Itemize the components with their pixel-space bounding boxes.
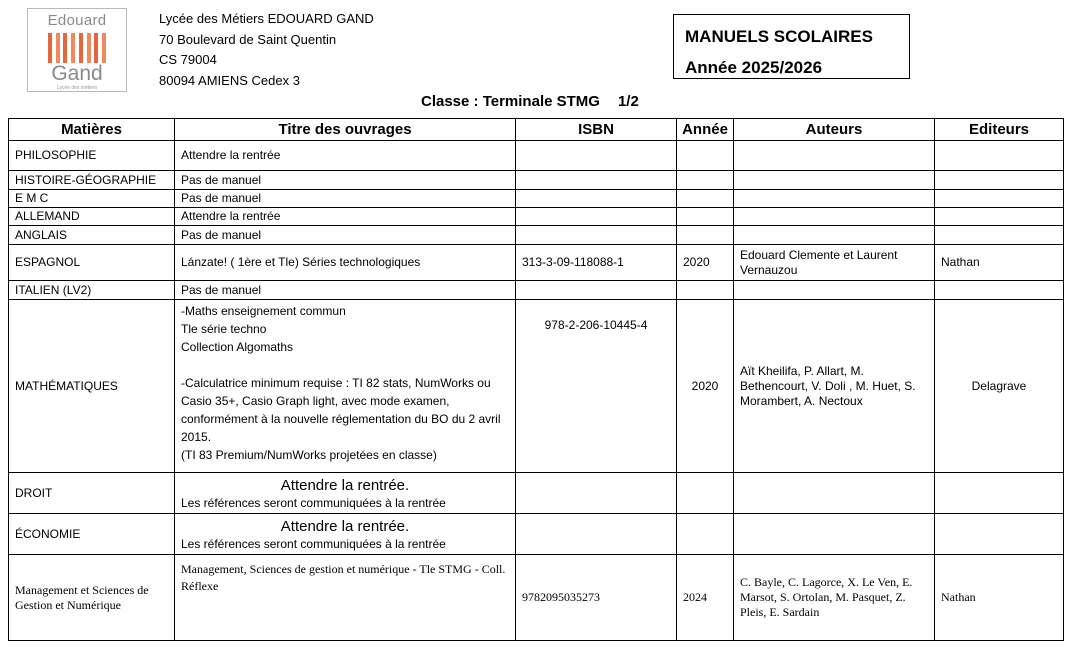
cell-year xyxy=(677,281,734,300)
calculator-note: -Calculatrice minimum requise : TI 82 stats, NumWorks ou Casio 35+, Casio Graph light, avec mode examen, conformément à la nouvelle réglementation du BO du 2 avril 2015. (TI 83 Premium/NumWorks projetées en classe) xyxy=(181,376,501,462)
table-row xyxy=(9,245,1064,281)
header-publisher: Editeurs xyxy=(935,119,1064,141)
cell-subject: PHILOSOPHIE xyxy=(9,141,175,171)
header-isbn: ISBN xyxy=(516,119,677,141)
cell-title xyxy=(175,514,516,555)
cell-publisher xyxy=(935,281,1064,300)
logo-top-text: Edouard xyxy=(47,12,107,29)
cell-authors xyxy=(734,473,935,514)
table-row xyxy=(9,226,1064,245)
cell-isbn: 313-3-09-118088-1 xyxy=(516,245,677,281)
cell-authors xyxy=(734,208,935,226)
cell-publisher: Nathan xyxy=(935,555,1064,641)
table-row xyxy=(9,514,1064,555)
cell-publisher xyxy=(935,171,1064,190)
table-row xyxy=(9,300,1064,473)
title-box xyxy=(673,14,910,79)
table-row xyxy=(9,555,1064,641)
cell-isbn xyxy=(516,190,677,208)
title-main: Attendre la rentrée. xyxy=(280,476,410,494)
cell-isbn xyxy=(516,226,677,245)
cell-authors xyxy=(734,514,935,555)
cell-year xyxy=(677,208,734,226)
cell-year xyxy=(677,141,734,171)
class-label: Classe : Terminale STMG xyxy=(421,93,600,110)
cell-year xyxy=(677,171,734,190)
cell-publisher xyxy=(935,226,1064,245)
title-sub: Les références seront communiquées à la rentrée xyxy=(181,495,446,510)
table-row xyxy=(9,281,1064,300)
title-line-2: Année 2025/2026 xyxy=(685,58,823,77)
cell-year: 2020 xyxy=(677,245,734,281)
table-row xyxy=(9,141,1064,171)
cell-isbn: 9782095035273 xyxy=(516,555,677,641)
title-sub: Les références seront communiquées à la rentrée xyxy=(181,536,446,551)
table-row xyxy=(9,171,1064,190)
cell-isbn xyxy=(516,281,677,300)
cell-title: Pas de manuel xyxy=(175,226,516,245)
cell-publisher xyxy=(935,473,1064,514)
logo-bars xyxy=(48,33,106,63)
school-street: 70 Boulevard de Saint Quentin xyxy=(159,31,337,47)
cell-year: 2020 xyxy=(677,300,734,473)
school-name: Lycée des Métiers EDOUARD GAND xyxy=(159,11,374,26)
cell-authors xyxy=(734,281,935,300)
cell-publisher xyxy=(935,208,1064,226)
header-authors: Auteurs xyxy=(734,119,935,141)
table-header-row xyxy=(9,119,1064,141)
school-logo xyxy=(27,8,127,92)
school-address xyxy=(159,9,374,91)
cell-year xyxy=(677,190,734,208)
cell-publisher xyxy=(935,141,1064,171)
cell-publisher: Nathan xyxy=(935,245,1064,281)
cell-subject: ANGLAIS xyxy=(9,226,175,245)
logo-tagline: Lycée des métiers xyxy=(56,85,98,91)
cell-publisher xyxy=(935,514,1064,555)
cell-title: Management, Sciences de gestion et numérique - Tle STMG - Coll. Réflexe xyxy=(175,555,516,641)
cell-subject: HISTOIRE-GÉOGRAPHIE xyxy=(9,171,175,190)
cell-subject: DROIT xyxy=(9,473,175,514)
cell-publisher xyxy=(935,190,1064,208)
math-book-title: -Maths enseignement commun Tle série techno Collection Algomaths xyxy=(181,304,346,354)
cell-year xyxy=(677,226,734,245)
cell-isbn xyxy=(516,514,677,555)
cell-authors: Aït Kheilifa, P. Allart, M. Bethencourt, V. Doli , M. Huet, S. Morambert, A. Nectoux xyxy=(734,300,935,473)
cell-publisher: Delagrave xyxy=(935,300,1064,473)
school-city: 80094 AMIENS Cedex 3 xyxy=(159,72,300,88)
table-row xyxy=(9,190,1064,208)
cell-title: Attendre la rentrée xyxy=(175,208,516,226)
cell-authors xyxy=(734,190,935,208)
title-line-1: MANUELS SCOLAIRES xyxy=(685,27,873,46)
title-main: Attendre la rentrée. xyxy=(280,517,410,535)
cell-year xyxy=(677,473,734,514)
cell-authors: C. Bayle, C. Lagorce, X. Le Ven, E. Marsot, S. Ortolan, M. Pasquet, Z. Pleis, E. Sardain xyxy=(734,555,935,641)
cell-isbn: 978-2-206-10445-4 xyxy=(516,300,677,473)
cell-authors: Edouard Clemente et Laurent Vernauzou xyxy=(734,245,935,281)
textbook-table xyxy=(8,118,1064,641)
cell-title xyxy=(175,300,516,473)
cell-subject: E M C xyxy=(9,190,175,208)
class-line xyxy=(421,93,639,110)
cell-title: Pas de manuel xyxy=(175,190,516,208)
logo-bottom-text: Gand xyxy=(51,62,103,85)
cell-year: 2024 xyxy=(677,555,734,641)
cell-title: Pas de manuel xyxy=(175,281,516,300)
table-row xyxy=(9,208,1064,226)
cell-isbn xyxy=(516,473,677,514)
cell-title: Pas de manuel xyxy=(175,171,516,190)
page-number: 1/2 xyxy=(617,93,639,110)
cell-title: Lánzate! ( 1ère et Tle) Séries technologiques xyxy=(175,245,516,281)
cell-subject: ESPAGNOL xyxy=(9,245,175,281)
cell-isbn xyxy=(516,141,677,171)
header-title: Titre des ouvrages xyxy=(175,119,516,141)
cell-title xyxy=(175,473,516,514)
cell-authors xyxy=(734,171,935,190)
header-year: Année xyxy=(677,119,734,141)
cell-year xyxy=(677,514,734,555)
cell-subject: ÉCONOMIE xyxy=(9,514,175,555)
cell-title: Attendre la rentrée xyxy=(175,141,516,171)
cell-subject: ALLEMAND xyxy=(9,208,175,226)
school-cs: CS 79004 xyxy=(159,52,217,67)
cell-subject: Management et Sciences de Gestion et Numérique xyxy=(9,555,175,641)
cell-authors xyxy=(734,226,935,245)
cell-subject: ITALIEN (LV2) xyxy=(9,281,175,300)
table-row xyxy=(9,473,1064,514)
cell-authors xyxy=(734,141,935,171)
cell-isbn xyxy=(516,171,677,190)
cell-subject: MATHÉMATIQUES xyxy=(9,300,175,473)
cell-isbn xyxy=(516,208,677,226)
header-subject: Matières xyxy=(9,119,175,141)
